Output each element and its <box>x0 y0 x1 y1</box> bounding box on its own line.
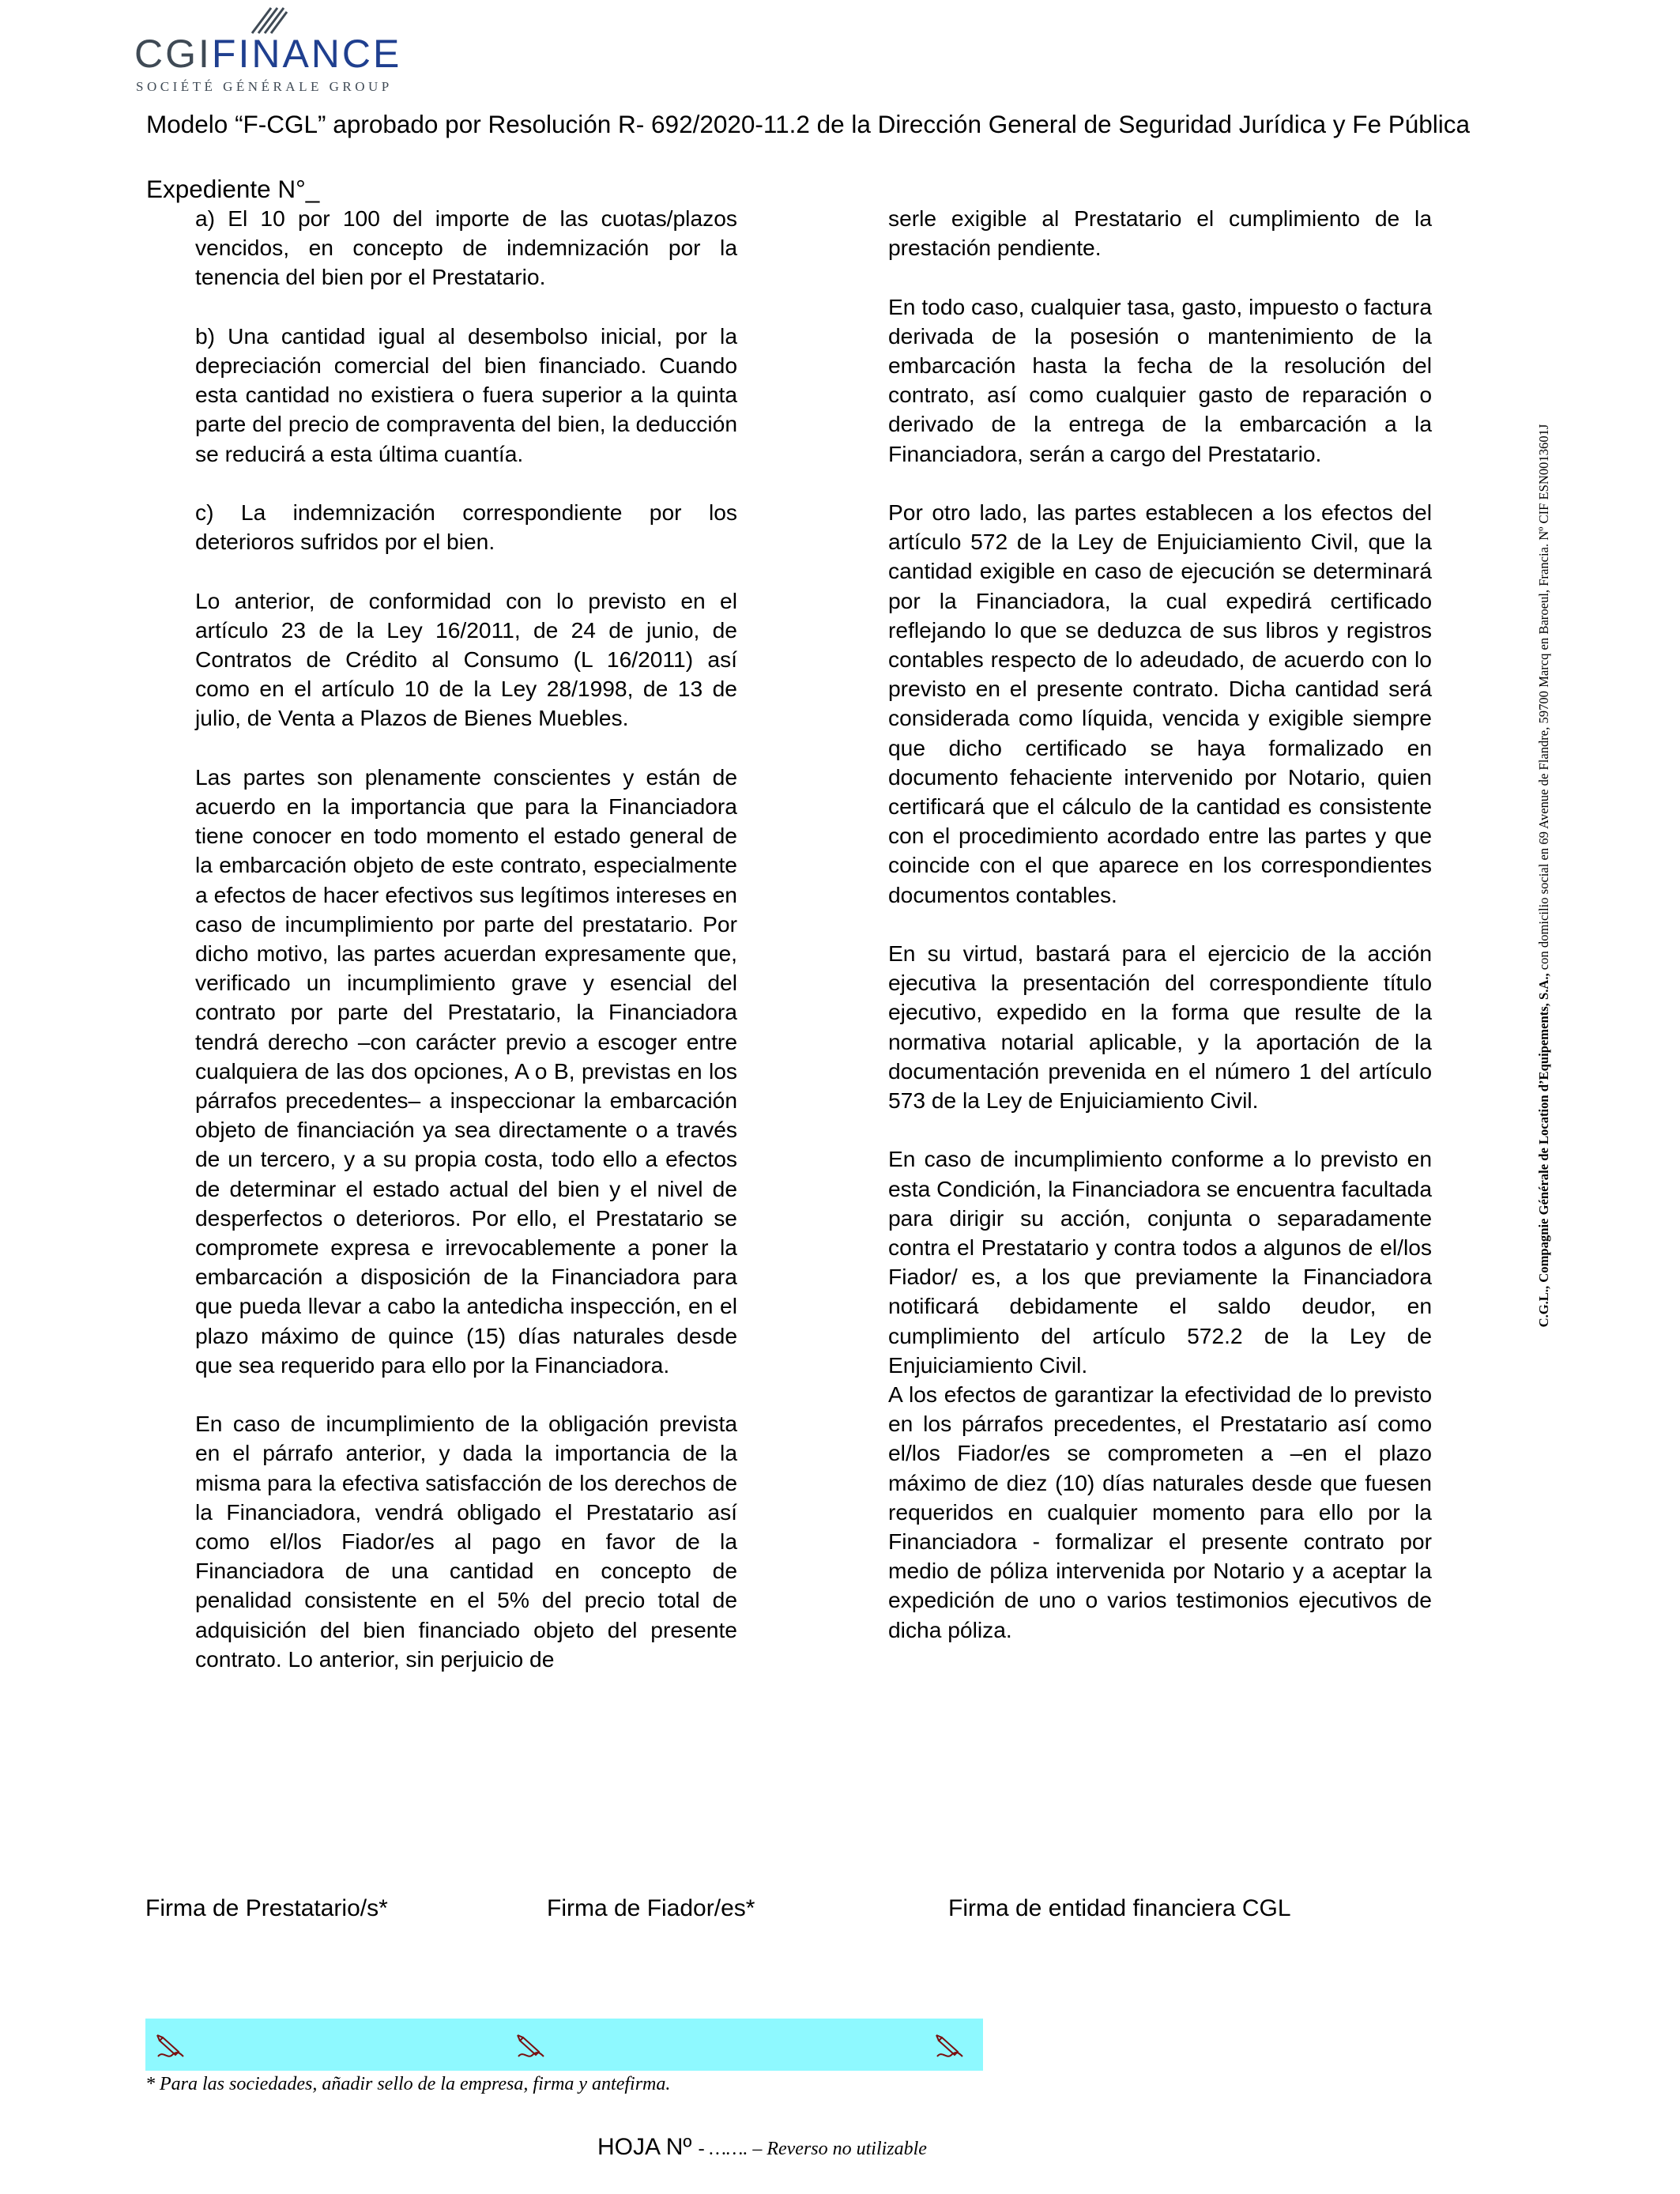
paragraph: Por otro lado, las partes establecen a los efectos del artículo 572 de la Ley de Enjuiciamiento Civil, que la cantidad exigible en caso de ejecución se determinará por la Financiadora, la cual expedirá certificado reflejando lo que se deduzca de sus libros y registros contables respecto de lo adeudado, de acuerdo con lo previsto en el presente contrato. Dicha cantidad será considerada como líquida, vencida y exigible siempre que dicho certificado se haya formalizado en documento fehaciente intervenido por Notario, quien certificará que el cálculo de la cantidad es consistente con el procedimiento acordado entre las partes y que coincide con el que aparece en los correspondientes documentos contables. <box>888 499 1432 907</box>
entity-signature-label: Firma de entidad financiera CGL <box>948 1895 1291 1921</box>
borrower-signature-label: Firma de Prestatario/s* <box>145 1895 388 1921</box>
paragraph: En todo caso, cualquier tasa, gasto, impuesto o factura derivada de la posesión o mantenimiento de la embarcación hasta la fecha de la resolución del contrato, así como cualquier gasto de reparación o derivado de la entrega de la embarcación a la Financiadora, serán a cargo del Prestatario. <box>888 293 1432 466</box>
right-text-column <box>888 204 1432 1645</box>
paragraph: serle exigible al Prestatario el cumplimiento de la prestación pendiente. <box>888 205 1432 261</box>
logo-brand-left: CGI <box>134 32 212 76</box>
signature-field-bar <box>145 2019 983 2071</box>
cgi-finance-logo <box>134 3 403 98</box>
paragraph: c) La indemnización correspondiente por los deterioros sufridos por el bien. <box>195 499 737 555</box>
company-legal-text <box>1536 259 1552 1492</box>
logo-brand-right: FINANCE <box>211 32 402 76</box>
paragraph: En caso de incumplimiento de la obligación prevista en el párrafo anterior, y dada la importancia de la misma para la efectiva satisfacción de los derechos de la Financiadora, vendrá obligado el Prestatario así como el/los Fiador/es al pago en favor de la Financiadora de una cantidad en concepto de penalidad consistente en el 5% del precio total de adquisición del bien financiado objeto del presente contrato. Lo anterior, sin perjuicio de <box>195 1411 737 1672</box>
reverse-notice: - ……. – Reverso no utilizable <box>698 2139 927 2159</box>
entity-pen-signature-icon[interactable] <box>934 2031 966 2063</box>
logo-subtitle: SOCIÉTÉ GÉNÉRALE GROUP <box>136 79 393 94</box>
paragraph: En caso de incumplimiento conforme a lo previsto en esta Condición, la Financiadora se encuentra facultada para dirigir su acción, conjunta o separadamente contra el Prestatario y contra todos a algunos de el/los Fiador/ es, a los que previamente la Financiadora notificará debidamente el saldo deudor, en cumplimiento del artículo 572.2 de la Ley de Enjuiciamiento Civil. <box>888 1146 1432 1378</box>
paragraph: A los efectos de garantizar la efectividad de lo previsto en los párrafos precedentes, el Prestatario así como el/los Fiador/es se comprometen a –en el plazo máximo de diez (10) días naturales desde que fuesen requeridos en cualquier momento para ello por la Financiadora - formalizar el presente contrato por medio de póliza intervenida por Notario y a aceptar la expedición de uno o varios testimonios ejecutivos de dicha póliza. <box>888 1382 1432 1642</box>
company-name: C.G.L., Compagnie Générale de Location d’Equipements, S.A., <box>1536 973 1551 1328</box>
model-approval-line: Modelo “F-CGL” aprobado por Resolución R- 692/2020-11.2 de la Dirección General de Seguridad Jurídica y Fe Pública <box>146 110 1471 138</box>
paragraph: Las partes son plenamente conscientes y están de acuerdo en la importancia que para la Financiadora tiene conocer en todo momento el estado general de la embarcación objeto de este contrato, especialmente a efectos de hacer efectivos sus legítimos intereses en caso de incumplimiento por parte del prestatario. Por dicho motivo, las partes acuerdan expresamente que, verificado un incumplimiento grave y esencial del contrato por parte del Prestatario, la Financiadora tendrá derecho –con carácter previo a escoger entre cualquiera de las dos opciones, A o B, previstas en los párrafos precedentes– a inspeccionar la embarcación objeto de financiación ya sea directamente o a través de un tercero, y a su propia costa, todo ello a efectos de determinar el estado actual del bien y el nivel de desperfectos o deterioros. Por ello, el Prestatario se compromete expresa e irrevocablemente a poner la embarcación a disposición de la Financiadora para que pueda llevar a cabo la antedicha inspección, en el plazo máximo de quince (15) días naturales desde que sea requerido para ello por la Financiadora. <box>195 763 737 1378</box>
paragraph: a) El 10 por 100 del importe de las cuotas/plazos vencidos, en concepto de indemnización por la tenencia del bien por el Prestatario. <box>195 205 737 290</box>
paragraph: b) Una cantidad igual al desembolso inicial, por la depreciación comercial del bien financiado. Cuando esta cantidad no existiera o fuera superior a la quinta parte del precio de compraventa del bien, la deducción se reducirá a esta última cuantía. <box>195 322 737 466</box>
paragraph: Lo anterior, de conformidad con lo previsto en el artículo 23 de la Ley 16/2011, de 24 de junio, de Contratos de Crédito al Consumo (L 16/2011) así como en el artículo 10 de la Ley 28/1998, de 13 de julio, de Venta a Plazos de Bienes Muebles. <box>195 587 737 731</box>
left-text-column <box>195 204 737 1674</box>
company-address: con domicilio social en 69 Avenue de Flandre, 59700 Marcq en Baroeul, Francia. Nº CIF ESN0013601J <box>1536 424 1551 974</box>
logo-wordmark <box>134 30 401 77</box>
expediente-number: Expediente N°_ <box>146 175 320 203</box>
page-number-line <box>597 2134 927 2161</box>
page-label: HOJA Nº <box>597 2134 692 2160</box>
paragraph: En su virtud, bastará para el ejercicio de la acción ejecutiva la presentación del correspondiente título ejecutivo, expedido en la forma que resulte de la normativa notarial aplicable, y la aportación de la documentación prevenida en el número 1 del artículo 573 de la Ley de Enjuiciamiento Civil. <box>888 941 1432 1114</box>
guarantor-pen-signature-icon[interactable] <box>515 2031 547 2063</box>
companies-footnote: * Para las sociedades, añadir sello de la empresa, firma y antefirma. <box>145 2074 671 2094</box>
borrower-pen-signature-icon[interactable] <box>155 2031 186 2063</box>
guarantor-signature-label: Firma de Fiador/es* <box>547 1895 755 1921</box>
company-side-note <box>1531 259 1557 1492</box>
